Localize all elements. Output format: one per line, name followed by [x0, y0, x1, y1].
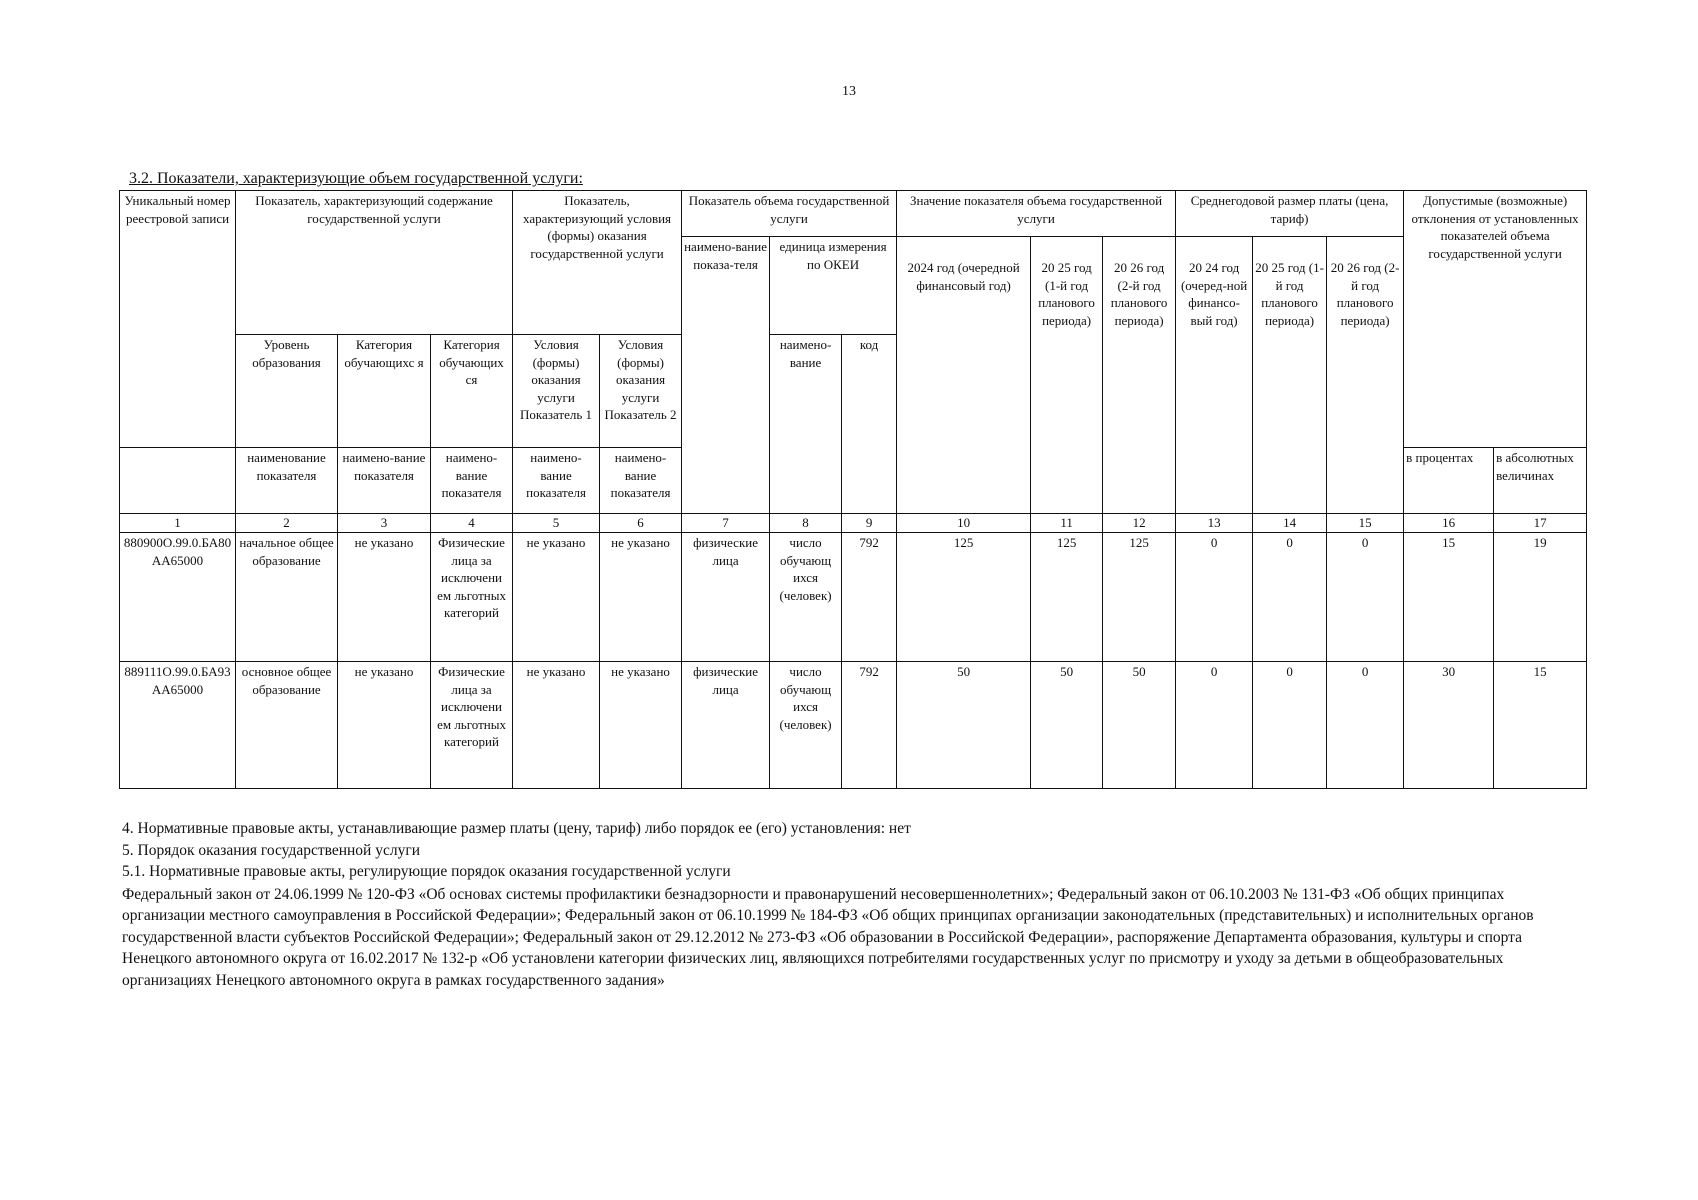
header-condition-indicator: Показатель, характеризующий условия (формы) оказания государственной услуги	[513, 191, 682, 335]
paragraph-4: 4. Нормативные правовые акты, устанавливающие размер платы (цену, тариф) либо порядок ее (его) установления: нет	[122, 820, 911, 837]
col-number: 9	[842, 514, 897, 533]
header-student-category-1: Категория обучающихс я	[338, 335, 431, 448]
fee-2026: 0	[1327, 533, 1404, 662]
education-level: основное общее образование	[236, 662, 338, 789]
header-name-col3: наимено-вание показателя	[338, 448, 431, 514]
col-number: 6	[600, 514, 682, 533]
header-student-category-2: Категория обучающих ся	[431, 335, 513, 448]
value-2024: 50	[897, 662, 1031, 789]
header-fee-2025: 20 25 год (1-й год планового периода)	[1253, 237, 1327, 514]
legal-acts-text: Федеральный закон от 24.06.1999 № 120-ФЗ «Об основах системы профилактики безнадзорности и правонарушений несовершеннолетних»; Федеральный закон от 06.10.2003 № 131-ФЗ «Об общих принципах организации местного самоуправления в Российской Федерации»; Федеральный закон от 06.10.1999 № 184-ФЗ «Об общих принципах организации законодательных (представительных) и исполнительных органов государственной власти субъектов Российской Федерации»; Федеральный закон от 29.12.2012 № 273-ФЗ «Об образовании в Российской Федерации», распоряжение Департамента образования, культуры и спорта Ненецкого автономного округа от 16.02.2017 № 132-р «Об установлени категории физических лиц, являющихся потребителями государственных услуг по присмотру и уходу за детьми в общеобразовательных организациях Ненецкого автономного округа в рамках государственного задания»	[122, 885, 1534, 989]
col-number: 4	[431, 514, 513, 533]
fee-2024: 0	[1176, 662, 1253, 789]
unit-name: число обучающ ихся (человек)	[770, 533, 842, 662]
col-number: 1	[120, 514, 236, 533]
deviation-percent: 15	[1404, 533, 1494, 662]
fee-2025: 0	[1253, 533, 1327, 662]
paragraph-5: 5. Порядок оказания государственной услуги	[122, 841, 420, 859]
paragraph-5-1: 5.1. Нормативные правовые акты, регулирующие порядок оказания государственной услуги	[122, 863, 731, 880]
col-number: 3	[338, 514, 431, 533]
condition-2: не указано	[600, 533, 682, 662]
condition-1: не указано	[513, 533, 600, 662]
col-number: 12	[1103, 514, 1176, 533]
col-number: 11	[1031, 514, 1103, 533]
header-education-level: Уровень образования	[236, 335, 338, 448]
col-number: 15	[1327, 514, 1404, 533]
col-number: 16	[1404, 514, 1494, 533]
col-number: 8	[770, 514, 842, 533]
student-category-1: не указано	[338, 533, 431, 662]
fee-2024: 0	[1176, 533, 1253, 662]
registry-number: 889111О.99.0.БА93АА65000	[120, 662, 236, 789]
unit-code: 792	[842, 662, 897, 789]
indicator-name: физические лица	[682, 533, 770, 662]
indicator-name: физические лица	[682, 662, 770, 789]
page-number: 13	[842, 84, 856, 99]
deviation-percent: 30	[1404, 662, 1494, 789]
student-category-2: Физические лица за исключени ем льготных категорий	[431, 533, 513, 662]
value-2026: 50	[1103, 662, 1176, 789]
student-category-1: не указано	[338, 662, 431, 789]
header-condition-2: Условия (формы) оказания услуги Показатель 2	[600, 335, 682, 448]
header-registry-number: Уникальный номер реестровой записи	[120, 191, 236, 448]
registry-number: 880900О.99.0.БА80АА65000	[120, 533, 236, 662]
col-number: 10	[897, 514, 1031, 533]
volume-indicators-table	[119, 190, 1587, 789]
header-content-indicator: Показатель, характеризующий содержание государственной услуги	[236, 191, 513, 335]
unit-code: 792	[842, 533, 897, 662]
col-number: 7	[682, 514, 770, 533]
table-row	[120, 533, 1587, 662]
header-volume-value: Значение показателя объема государственной услуги	[897, 191, 1176, 237]
fee-2026: 0	[1327, 662, 1404, 789]
header-indicator-name: наимено-вание показа-теля	[682, 237, 770, 514]
col-number: 13	[1176, 514, 1253, 533]
header-empty	[120, 448, 236, 514]
col-number: 5	[513, 514, 600, 533]
header-name-col4: наимено-вание показателя	[431, 448, 513, 514]
value-2024: 125	[897, 533, 1031, 662]
condition-2: не указано	[600, 662, 682, 789]
header-name-col2: наименование показателя	[236, 448, 338, 514]
document-body	[122, 818, 1587, 991]
header-year-2025: 20 25 год (1-й год планового периода)	[1031, 237, 1103, 514]
header-unit-okei: единица измерения по ОКЕИ	[770, 237, 897, 335]
condition-1: не указано	[513, 662, 600, 789]
section-title: 3.2. Показатели, характеризующие объем государственной услуги:	[129, 170, 583, 187]
unit-name: число обучающ ихся (человек)	[770, 662, 842, 789]
header-fee-2026: 20 26 год (2-й год планового периода)	[1327, 237, 1404, 514]
header-volume-indicator: Показатель объема государственной услуги	[682, 191, 897, 237]
header-deviation-absolute: в абсолютных величинах	[1494, 448, 1587, 514]
education-level: начальное общее образование	[236, 533, 338, 662]
value-2025: 125	[1031, 533, 1103, 662]
table-row	[120, 662, 1587, 789]
header-unit-code: код	[842, 335, 897, 514]
student-category-2: Физические лица за исключени ем льготных категорий	[431, 662, 513, 789]
fee-2025: 0	[1253, 662, 1327, 789]
value-2026: 125	[1103, 533, 1176, 662]
col-number: 2	[236, 514, 338, 533]
col-number: 14	[1253, 514, 1327, 533]
header-name-col6: наимено-вание показателя	[600, 448, 682, 514]
header-fee-2024: 20 24 год (очеред-ной финансо-вый год)	[1176, 237, 1253, 514]
header-allowed-deviation: Допустимые (возможные) отклонения от установленных показателей объема государственной услуги	[1404, 191, 1587, 448]
deviation-absolute: 15	[1494, 662, 1587, 789]
header-year-2026: 20 26 год (2-й год планового периода)	[1103, 237, 1176, 514]
header-year-2024: 2024 год (очередной финансовый год)	[897, 237, 1031, 514]
header-name-col5: наимено-вание показателя	[513, 448, 600, 514]
header-unit-name: наимено-вание	[770, 335, 842, 514]
deviation-absolute: 19	[1494, 533, 1587, 662]
header-condition-1: Условия (формы) оказания услуги Показатель 1	[513, 335, 600, 448]
value-2025: 50	[1031, 662, 1103, 789]
header-deviation-percent: в процентах	[1404, 448, 1494, 514]
col-number: 17	[1494, 514, 1587, 533]
header-average-fee: Среднегодовой размер платы (цена, тариф)	[1176, 191, 1404, 237]
